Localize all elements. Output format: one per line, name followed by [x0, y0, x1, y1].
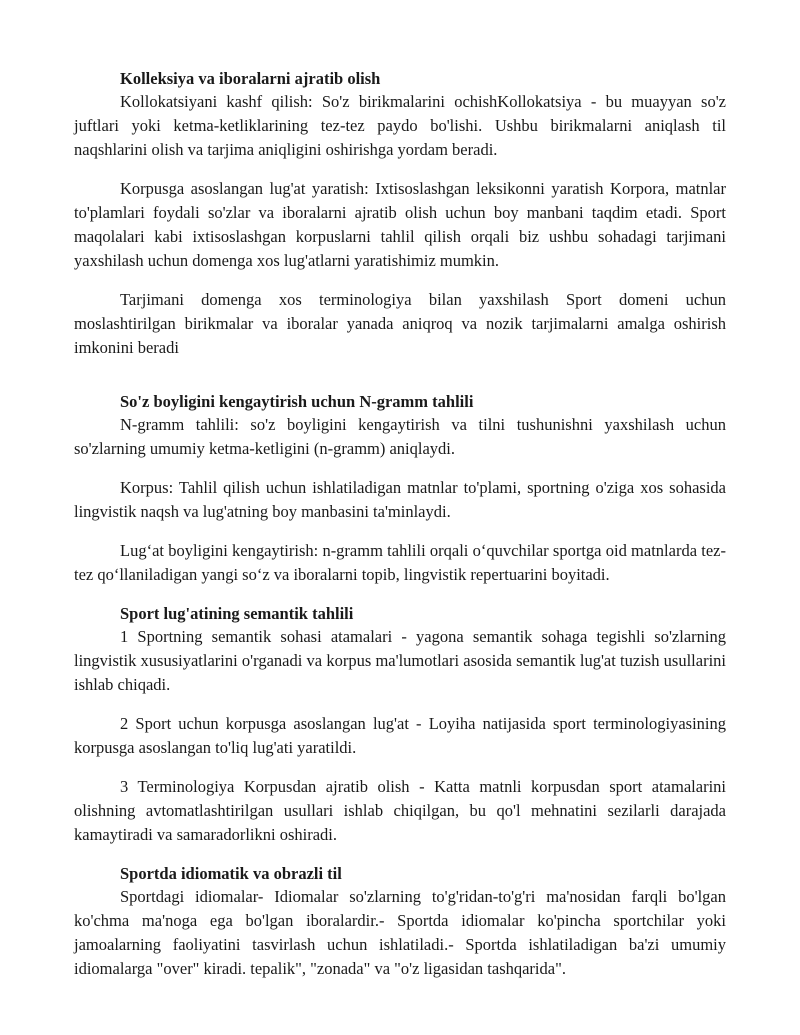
paragraph: 1 Sportning semantik sohasi atamalari - yagona semantik sohaga tegishli so'zlarning lingvistik xususiyatlarini o'rganadi va korpus ma'lumotlari asosida semantik lug'at tuzish usullarini ishlab chiqadi.	[74, 627, 726, 694]
paragraph: N-gramm tahlili: so'z boyligini kengaytirish va tilni tushunishni yaxshilash uchun so'zlarning umumiy ketma-ketligini (n-gramm) aniqlaydi.	[74, 415, 726, 458]
paragraph: Sportdagi idiomalar- Idiomalar so'zlarning to'g'ridan-to'g'ri ma'nosidan farqli bo'lgan ko'chma ma'noga ega bo'lgan iboralardir.- Sportda idiomalar ko'pincha sportchilar yoki jamoalarning faoliyatini tasvirlash uchun ishlatiladi.- Sportda ishlatiladigan ba'zi umumiy idiomalarga "over" kiradi. tepalik", "zonada" va "o'z ligasidan tashqarida".	[74, 887, 726, 978]
section-heading-semantic: Sport lug'atining semantik tahlili	[120, 604, 354, 623]
paragraph: Korpusga asoslangan lug'at yaratish: Ixtisoslashgan leksikonni yaratish Korpora, matnlar to'plamlari foydali so'zlar va iboralarni ajratib olish uchun boy manbani taqdim etadi. Sport maqolalari kabi ixtisoslashgan korpuslarni tahlil qilish orqali biz ushbu sohadagi tarjimani yaxshilash uchun domenga xos lug'atlarni yaratishimiz mumkin.	[74, 179, 726, 270]
document-page	[74, 67, 726, 981]
section-heading-ngram: So'z boyligini kengaytirish uchun N-gramm tahlili	[120, 392, 474, 411]
paragraph: Lug‘at boyligini kengaytirish: n-gramm tahlili orqali o‘quvchilar sportga oid matnlarda tez-tez qo‘llaniladigan yangi so‘z va iboralarni topib, lingvistik repertuarini boyitadi.	[74, 541, 726, 584]
paragraph: 3 Terminologiya Korpusdan ajratib olish - Katta matnli korpusdan sport atamalarini olishning avtomatlashtirilgan usullari ishlab chiqilgan, bu qo'l mehnatini sezilarli darajada kamaytiradi va samaradorlikni oshiradi.	[74, 777, 726, 844]
paragraph: Kollokatsiyani kashf qilish: So'z birikmalarini ochishKollokatsiya - bu muayyan so'z juftlari yoki ketma-ketliklarining tez-tez paydo bo'lishi. Ushbu birikmalarni aniqlash til naqshlarini olish va tarjima aniqligini oshirishga yordam beradi.	[74, 92, 726, 159]
section-heading-collocations: Kolleksiya va iboralarni ajratib olish	[120, 69, 381, 88]
paragraph: Korpus: Tahlil qilish uchun ishlatiladigan matnlar to'plami, sportning o'ziga xos sohasida lingvistik naqsh va lug'atning boy manbasini ta'minlaydi.	[74, 478, 726, 521]
paragraph: Tarjimani domenga xos terminologiya bilan yaxshilash Sport domeni uchun moslashtirilgan birikmalar va iboralar yanada aniqroq va nozik tarjimalarni amalga oshirish imkonini beradi	[74, 290, 726, 357]
paragraph: 2 Sport uchun korpusga asoslangan lug'at - Loyiha natijasida sport terminologiyasining korpusga asoslangan to'liq lug'ati yaratildi.	[74, 714, 726, 757]
section-heading-idioms: Sportda idiomatik va obrazli til	[120, 864, 342, 883]
